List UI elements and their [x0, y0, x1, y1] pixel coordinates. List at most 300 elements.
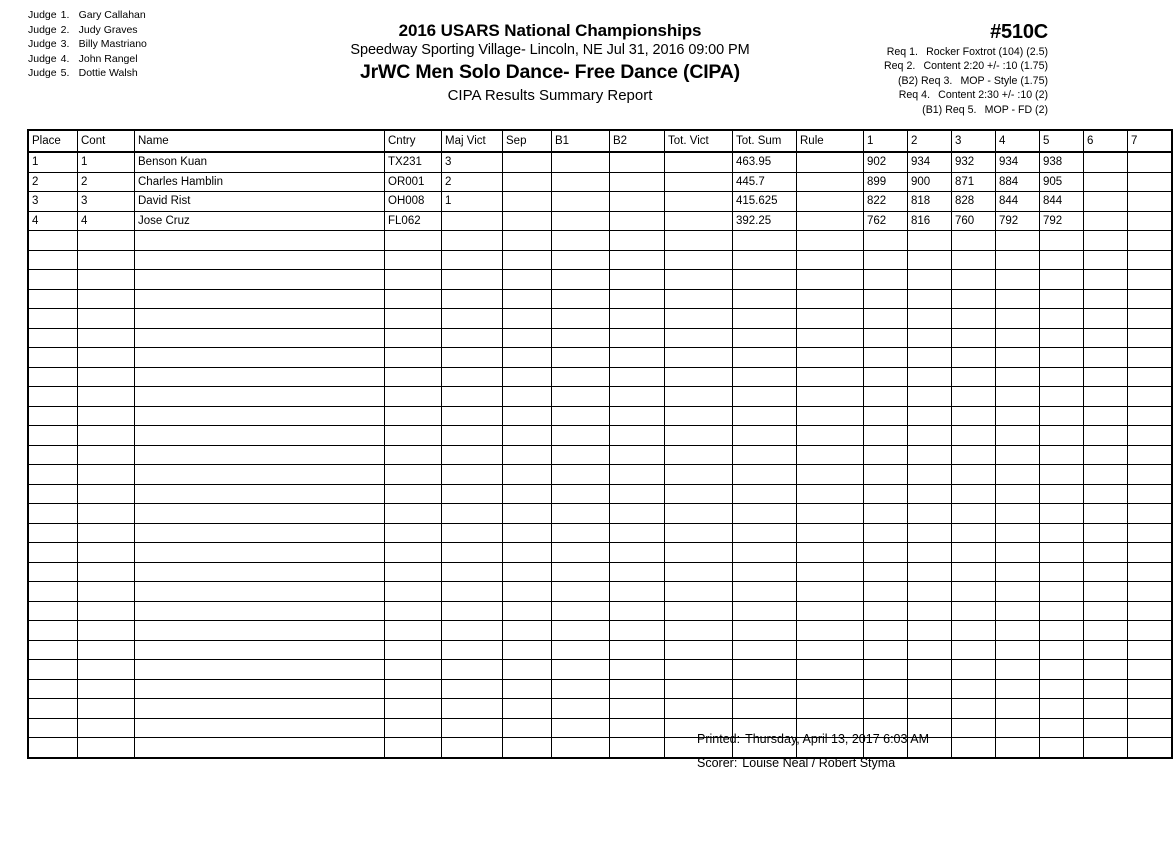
column-header: 5 — [1040, 130, 1084, 152]
cell-empty — [797, 328, 864, 348]
cell-empty — [952, 367, 996, 387]
cell-empty — [908, 348, 952, 368]
cell-empty — [996, 504, 1040, 524]
cell-empty — [665, 562, 733, 582]
column-header: 3 — [952, 130, 996, 152]
table-row-empty — [28, 738, 1172, 758]
cell-empty — [665, 309, 733, 329]
cell-judge-score: 818 — [908, 192, 952, 212]
cell-empty — [503, 406, 552, 426]
cell-empty — [733, 523, 797, 543]
cell-empty — [864, 543, 908, 563]
cell-empty — [385, 640, 442, 660]
cell-empty — [952, 738, 996, 758]
cell-empty — [552, 562, 610, 582]
judge-label: Judge — [28, 9, 57, 21]
cell-empty — [733, 231, 797, 251]
cell-empty — [552, 582, 610, 602]
cell-empty — [78, 543, 135, 563]
requirement-number: 4. — [921, 89, 931, 102]
cell-empty — [503, 387, 552, 407]
judge-row — [28, 23, 147, 38]
cell-empty — [952, 582, 996, 602]
cell-empty — [442, 718, 503, 738]
table-row-empty — [28, 601, 1172, 621]
requirement-bonus-tag: (B1) — [922, 103, 943, 116]
cell-empty — [1128, 465, 1173, 485]
cell-empty — [552, 601, 610, 621]
cell-empty — [1084, 289, 1128, 309]
cell-empty — [610, 640, 665, 660]
cell-b1 — [552, 192, 610, 212]
event-title: 2016 USARS National Championships — [398, 21, 702, 40]
cell-b1 — [552, 172, 610, 192]
cell-empty — [1040, 387, 1084, 407]
cell-empty — [864, 289, 908, 309]
column-header: Tot. Vict — [665, 130, 733, 152]
cell-b2 — [610, 192, 665, 212]
cell-empty — [28, 718, 78, 738]
cell-empty — [797, 660, 864, 680]
cell-empty — [442, 348, 503, 368]
cell-empty — [797, 348, 864, 368]
cell-empty — [864, 699, 908, 719]
cell-empty — [665, 640, 733, 660]
cell-empty — [908, 328, 952, 348]
table-row-empty — [28, 523, 1172, 543]
cell-empty — [1084, 445, 1128, 465]
cell-empty — [864, 484, 908, 504]
cell-empty — [28, 679, 78, 699]
cell-empty — [733, 387, 797, 407]
cell-empty — [797, 367, 864, 387]
cell-empty — [733, 348, 797, 368]
cell-empty — [442, 523, 503, 543]
cell-empty — [1040, 582, 1084, 602]
cell-judge-score — [1128, 152, 1173, 172]
cell-empty — [503, 582, 552, 602]
cell-empty — [28, 699, 78, 719]
cell-empty — [442, 270, 503, 290]
cell-empty — [610, 445, 665, 465]
cell-empty — [1128, 660, 1173, 680]
cell-empty — [385, 309, 442, 329]
cell-judge-score: 938 — [1040, 152, 1084, 172]
cell-empty — [797, 406, 864, 426]
cell-empty — [908, 601, 952, 621]
cell-judge-score: 844 — [1040, 192, 1084, 212]
cell-empty — [552, 679, 610, 699]
table-body — [28, 152, 1172, 758]
judge-name: Billy Mastriano — [78, 38, 147, 51]
column-header: 2 — [908, 130, 952, 152]
requirement-text: Content 2:20 +/- :10 (1.75) — [923, 60, 1048, 73]
cell-empty — [952, 426, 996, 446]
judge-row — [28, 52, 147, 67]
cell-empty — [733, 621, 797, 641]
column-header: Rule — [797, 130, 864, 152]
column-header: 6 — [1084, 130, 1128, 152]
cell-empty — [908, 426, 952, 446]
cell-empty — [135, 348, 385, 368]
cell-empty — [503, 348, 552, 368]
cell-empty — [1040, 504, 1084, 524]
cell-empty — [1128, 699, 1173, 719]
cell-empty — [385, 328, 442, 348]
cell-empty — [1040, 562, 1084, 582]
cell-empty — [135, 250, 385, 270]
cell-judge-score — [1084, 152, 1128, 172]
cell-empty — [1040, 348, 1084, 368]
cell-empty — [610, 328, 665, 348]
cell-judge-score: 871 — [952, 172, 996, 192]
cell-empty — [442, 426, 503, 446]
printed-label: Printed: — [697, 732, 741, 746]
requirement-number: 2. — [906, 60, 916, 73]
cell-place: 2 — [28, 172, 78, 192]
requirements-list — [881, 45, 1048, 117]
cell-empty — [135, 699, 385, 719]
cell-empty — [385, 465, 442, 485]
cell-empty — [665, 582, 733, 602]
cell-empty — [733, 660, 797, 680]
cell-empty — [1084, 601, 1128, 621]
cell-empty — [28, 270, 78, 290]
cell-empty — [503, 445, 552, 465]
judge-number: 4. — [60, 52, 70, 65]
requirement-bonus-tag: (B2) — [898, 74, 919, 87]
cell-empty — [1128, 289, 1173, 309]
cell-empty — [952, 231, 996, 251]
cell-rule — [797, 172, 864, 192]
cell-empty — [1128, 504, 1173, 524]
column-header: Cont — [78, 130, 135, 152]
cell-empty — [996, 660, 1040, 680]
table-row-empty — [28, 367, 1172, 387]
cell-empty — [135, 465, 385, 485]
cell-empty — [503, 328, 552, 348]
cell-empty — [1128, 621, 1173, 641]
cell-empty — [1040, 679, 1084, 699]
cell-empty — [908, 309, 952, 329]
cell-empty — [864, 660, 908, 680]
cell-empty — [733, 679, 797, 699]
cell-empty — [996, 582, 1040, 602]
cell-empty — [797, 250, 864, 270]
cell-b2 — [610, 172, 665, 192]
cell-empty — [1040, 231, 1084, 251]
cell-empty — [665, 328, 733, 348]
cell-empty — [1040, 699, 1084, 719]
cell-judge-score: 905 — [1040, 172, 1084, 192]
cell-empty — [1084, 309, 1128, 329]
cell-empty — [610, 660, 665, 680]
cell-empty — [135, 504, 385, 524]
cell-empty — [733, 504, 797, 524]
requirement-number: 1. — [909, 46, 918, 58]
cell-empty — [996, 270, 1040, 290]
cell-empty — [908, 406, 952, 426]
cell-empty — [78, 231, 135, 251]
cell-judge-score: 899 — [864, 172, 908, 192]
cell-empty — [610, 699, 665, 719]
cell-empty — [552, 699, 610, 719]
cell-empty — [442, 660, 503, 680]
requirement-text: MOP - Style (1.75) — [960, 74, 1048, 87]
cell-tot-vict — [665, 192, 733, 212]
cell-empty — [1084, 406, 1128, 426]
cell-empty — [442, 289, 503, 309]
cell-empty — [665, 387, 733, 407]
cell-rule — [797, 152, 864, 172]
cell-judge-score: 932 — [952, 152, 996, 172]
cell-empty — [1040, 367, 1084, 387]
table-row-empty — [28, 328, 1172, 348]
results-table — [27, 129, 1173, 759]
cell-empty — [733, 562, 797, 582]
cell-empty — [1040, 309, 1084, 329]
cell-empty — [552, 523, 610, 543]
cell-empty — [996, 348, 1040, 368]
cell-empty — [135, 270, 385, 290]
cell-empty — [442, 699, 503, 719]
requirement-text: Rocker Foxtrot (104) (2.5) — [926, 46, 1048, 58]
cell-empty — [1128, 445, 1173, 465]
cell-empty — [733, 289, 797, 309]
scorer-label: Scorer: — [697, 756, 738, 770]
cell-empty — [733, 699, 797, 719]
cell-judge-score: 934 — [908, 152, 952, 172]
cell-empty — [952, 660, 996, 680]
cell-empty — [442, 601, 503, 621]
column-header: B2 — [610, 130, 665, 152]
column-header: Tot. Sum — [733, 130, 797, 152]
cell-empty — [1128, 582, 1173, 602]
cell-empty — [1128, 328, 1173, 348]
cell-empty — [78, 348, 135, 368]
table-row — [28, 211, 1172, 231]
cell-empty — [1128, 718, 1173, 738]
cell-empty — [864, 387, 908, 407]
cell-empty — [733, 309, 797, 329]
cell-empty — [385, 562, 442, 582]
cell-empty — [610, 621, 665, 641]
table-row-empty — [28, 504, 1172, 524]
cell-empty — [952, 250, 996, 270]
cell-empty — [503, 309, 552, 329]
cell-empty — [797, 289, 864, 309]
cell-empty — [503, 231, 552, 251]
requirements-block — [881, 20, 1048, 117]
cell-empty — [665, 367, 733, 387]
cell-empty — [864, 270, 908, 290]
cell-empty — [503, 289, 552, 309]
cell-empty — [28, 348, 78, 368]
cell-empty — [797, 523, 864, 543]
cell-empty — [135, 660, 385, 680]
cell-place: 4 — [28, 211, 78, 231]
cell-empty — [1128, 640, 1173, 660]
cell-empty — [28, 601, 78, 621]
cell-sep — [503, 192, 552, 212]
cell-empty — [385, 601, 442, 621]
column-header: Cntry — [385, 130, 442, 152]
cell-empty — [78, 738, 135, 758]
cell-empty — [552, 738, 610, 758]
cell-tot-vict — [665, 211, 733, 231]
cell-empty — [952, 348, 996, 368]
cell-empty — [610, 504, 665, 524]
cell-sep — [503, 152, 552, 172]
cell-empty — [28, 445, 78, 465]
cell-empty — [797, 426, 864, 446]
cell-b2 — [610, 211, 665, 231]
cell-empty — [552, 718, 610, 738]
cell-empty — [552, 484, 610, 504]
cell-empty — [996, 309, 1040, 329]
table-row-empty — [28, 309, 1172, 329]
cell-empty — [908, 660, 952, 680]
table-row-empty — [28, 621, 1172, 641]
cell-empty — [442, 543, 503, 563]
cell-empty — [552, 406, 610, 426]
cell-empty — [864, 309, 908, 329]
cell-empty — [1084, 543, 1128, 563]
cell-empty — [503, 465, 552, 485]
cell-empty — [28, 309, 78, 329]
cell-empty — [442, 445, 503, 465]
cell-empty — [1040, 621, 1084, 641]
cell-empty — [1128, 523, 1173, 543]
cell-empty — [503, 738, 552, 758]
cell-empty — [1128, 543, 1173, 563]
column-header: Sep — [503, 130, 552, 152]
cell-empty — [503, 250, 552, 270]
cell-cont: 3 — [78, 192, 135, 212]
cell-maj-vict — [442, 211, 503, 231]
printed-value: Thursday, April 13, 2017 6:03 AM — [745, 732, 929, 746]
cell-empty — [864, 523, 908, 543]
cell-empty — [952, 718, 996, 738]
table-row-empty — [28, 387, 1172, 407]
cell-empty — [996, 601, 1040, 621]
cell-empty — [503, 562, 552, 582]
scorer-value: Louise Neal / Robert Styma — [742, 756, 896, 770]
cell-empty — [996, 426, 1040, 446]
table-row-empty — [28, 718, 1172, 738]
cell-empty — [1084, 367, 1128, 387]
cell-empty — [733, 406, 797, 426]
cell-empty — [733, 582, 797, 602]
cell-empty — [135, 289, 385, 309]
cell-empty — [797, 231, 864, 251]
table-row-empty — [28, 348, 1172, 368]
cell-empty — [135, 738, 385, 758]
cell-tot-sum: 445.7 — [733, 172, 797, 192]
cell-empty — [552, 387, 610, 407]
cell-empty — [952, 445, 996, 465]
cell-empty — [385, 270, 442, 290]
cell-empty — [797, 445, 864, 465]
column-header: 1 — [864, 130, 908, 152]
cell-empty — [908, 679, 952, 699]
cell-empty — [28, 484, 78, 504]
cell-empty — [1128, 231, 1173, 251]
cell-empty — [996, 699, 1040, 719]
requirement-row — [881, 59, 1048, 73]
cell-empty — [442, 621, 503, 641]
table-row — [28, 172, 1172, 192]
cell-empty — [503, 523, 552, 543]
cell-judge-score: 844 — [996, 192, 1040, 212]
cell-empty — [610, 367, 665, 387]
table-row-empty — [28, 699, 1172, 719]
cell-empty — [864, 504, 908, 524]
cell-empty — [1040, 270, 1084, 290]
table-row-empty — [28, 465, 1172, 485]
cell-empty — [665, 601, 733, 621]
scorer-line — [697, 751, 929, 775]
requirement-label: Req — [886, 46, 907, 58]
cell-empty — [1128, 309, 1173, 329]
report-footer — [697, 727, 929, 775]
cell-empty — [665, 679, 733, 699]
cell-empty — [908, 465, 952, 485]
cell-empty — [78, 406, 135, 426]
cell-empty — [952, 621, 996, 641]
cell-empty — [610, 718, 665, 738]
cell-empty — [78, 562, 135, 582]
cell-empty — [503, 504, 552, 524]
cell-empty — [665, 621, 733, 641]
cell-empty — [135, 640, 385, 660]
report-subtitle: CIPA Results Summary Report — [447, 87, 653, 104]
cell-empty — [908, 504, 952, 524]
cell-empty — [78, 504, 135, 524]
cell-empty — [733, 484, 797, 504]
cell-empty — [135, 231, 385, 251]
cell-empty — [552, 640, 610, 660]
cell-empty — [385, 621, 442, 641]
cell-empty — [864, 406, 908, 426]
cell-empty — [442, 484, 503, 504]
cell-judge-score — [1084, 192, 1128, 212]
cell-rule — [797, 192, 864, 212]
cell-empty — [442, 367, 503, 387]
cell-empty — [385, 250, 442, 270]
judge-number: 3. — [60, 38, 70, 51]
judge-label: Judge — [28, 23, 57, 36]
cell-judge-score — [1084, 211, 1128, 231]
cell-empty — [385, 679, 442, 699]
cell-empty — [733, 250, 797, 270]
cell-empty — [442, 406, 503, 426]
cell-empty — [135, 582, 385, 602]
cell-empty — [952, 387, 996, 407]
cell-empty — [1084, 738, 1128, 758]
cell-empty — [1040, 523, 1084, 543]
cell-empty — [135, 387, 385, 407]
cell-empty — [952, 484, 996, 504]
cell-empty — [1084, 328, 1128, 348]
cell-empty — [135, 445, 385, 465]
table-row-empty — [28, 562, 1172, 582]
cell-empty — [1128, 250, 1173, 270]
table-row-empty — [28, 445, 1172, 465]
cell-empty — [28, 406, 78, 426]
cell-empty — [135, 406, 385, 426]
cell-empty — [733, 640, 797, 660]
